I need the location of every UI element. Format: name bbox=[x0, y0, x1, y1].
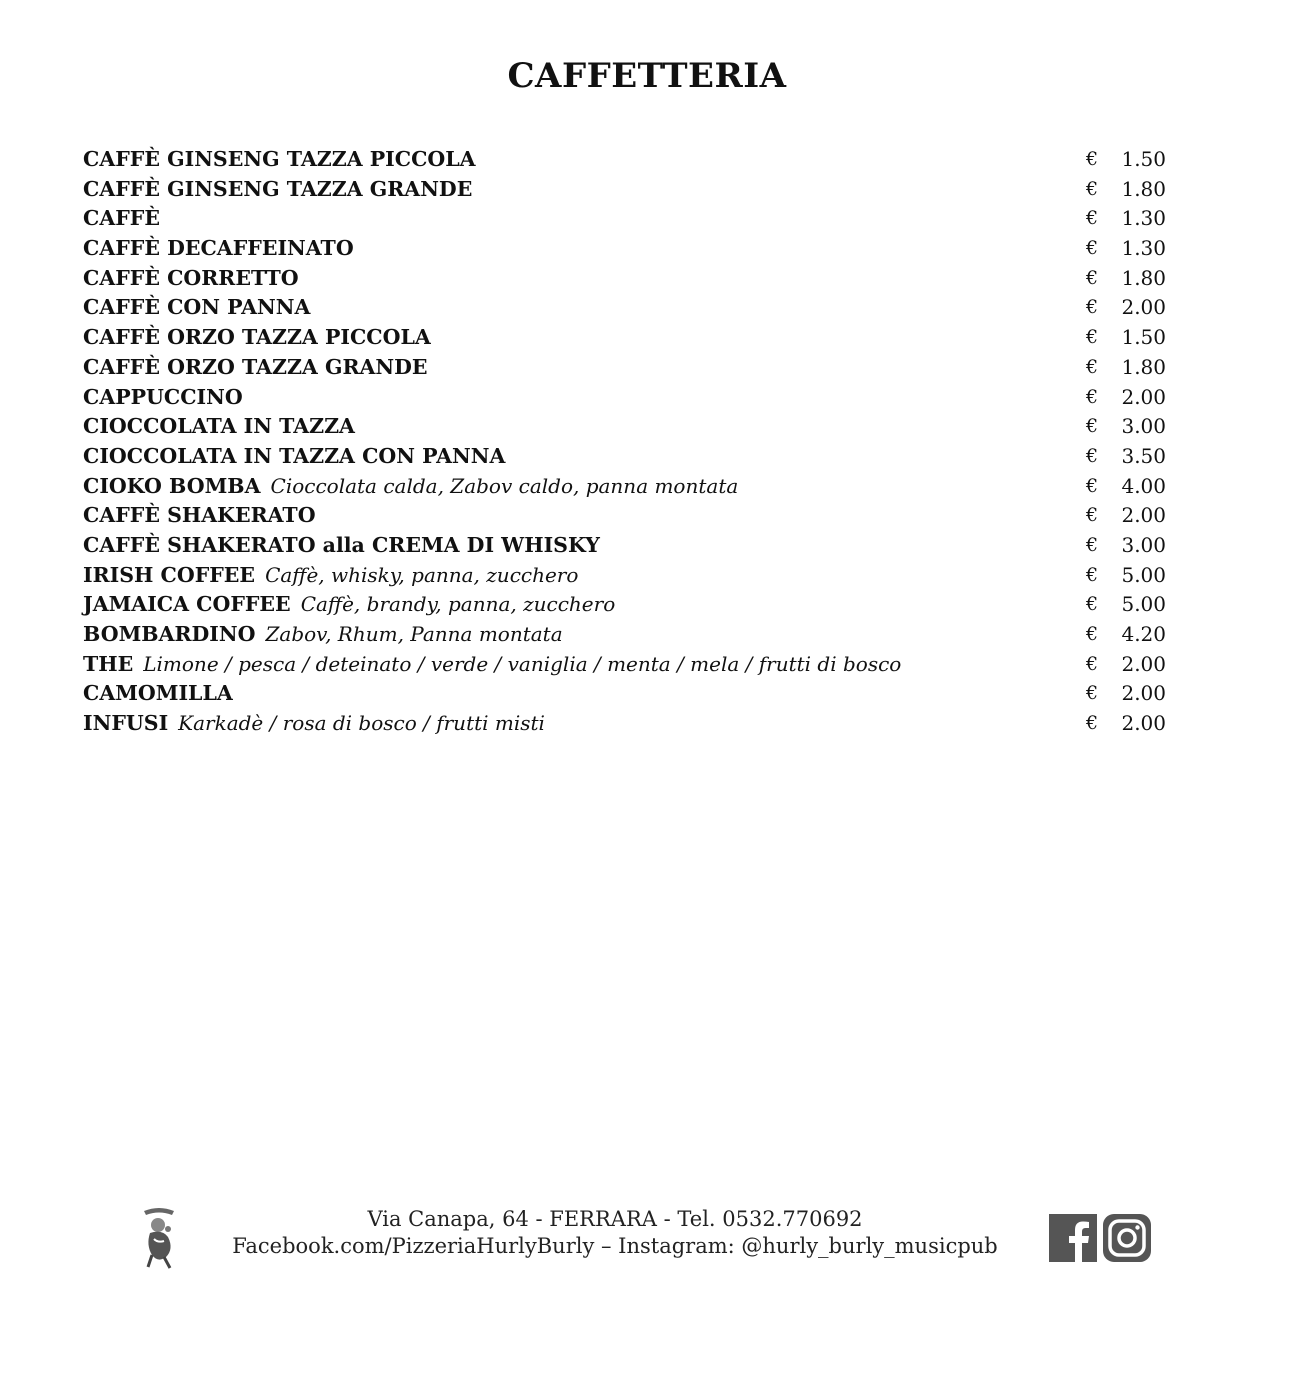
menu-item-price: 2.00 bbox=[1121, 711, 1166, 736]
menu-item-currency: € bbox=[1086, 355, 1099, 378]
menu-item-name: CAFFÈ bbox=[83, 206, 160, 231]
menu-item-name: CAFFÈ DECAFFEINATO bbox=[83, 236, 354, 261]
menu-item-name: INFUSI bbox=[83, 711, 169, 736]
menu-item-description: Caffè, whisky, panna, zucchero bbox=[265, 562, 579, 587]
menu-item-currency: € bbox=[1086, 474, 1099, 497]
menu-item-price: 2.00 bbox=[1121, 503, 1166, 528]
instagram-icon[interactable] bbox=[1103, 1214, 1151, 1262]
menu-item-price: 1.50 bbox=[1121, 325, 1166, 350]
menu-item-name: IRISH COFFEE bbox=[83, 562, 256, 587]
pub-mascot-logo bbox=[138, 1205, 180, 1271]
menu-item-currency: € bbox=[1086, 296, 1099, 319]
menu-item-price: 2.00 bbox=[1121, 651, 1166, 676]
menu-item-currency: € bbox=[1086, 593, 1099, 616]
menu-item bbox=[83, 590, 1173, 620]
menu-item-name: CIOCCOLATA IN TAZZA CON PANNA bbox=[83, 443, 506, 468]
menu-item-description: Caffè, brandy, panna, zucchero bbox=[300, 592, 616, 617]
menu-item-price: 3.00 bbox=[1121, 532, 1166, 557]
menu-item-name: CAFFÈ GINSENG TAZZA GRANDE bbox=[83, 176, 473, 201]
menu-item bbox=[83, 412, 1173, 442]
menu-item-name: JAMAICA COFFEE bbox=[83, 592, 291, 617]
menu-item bbox=[83, 204, 1173, 234]
menu-item bbox=[83, 293, 1173, 323]
footer-social-handles: Facebook.com/PizzeriaHurlyBurly – Instagram: @hurly_burly_musicpub bbox=[232, 1234, 998, 1258]
menu-item-description: Limone / pesca / deteinato / verde / vaniglia / menta / mela / frutti di bosco bbox=[143, 651, 902, 676]
menu-item bbox=[83, 353, 1173, 383]
menu-item bbox=[83, 561, 1173, 591]
menu-item-currency: € bbox=[1086, 504, 1099, 527]
menu-item bbox=[83, 323, 1173, 353]
menu-item-currency: € bbox=[1086, 682, 1099, 705]
menu-item bbox=[83, 501, 1173, 531]
menu-item-name: CAFFÈ SHAKERATO alla CREMA DI WHISKY bbox=[83, 532, 600, 557]
menu-item bbox=[83, 472, 1173, 502]
menu-item bbox=[83, 175, 1173, 205]
menu-item-currency: € bbox=[1086, 148, 1099, 170]
menu-item-price: 2.00 bbox=[1121, 681, 1166, 706]
menu-item bbox=[83, 234, 1173, 264]
menu-item-name: CIOKO BOMBA bbox=[83, 473, 261, 498]
menu-item-currency: € bbox=[1086, 533, 1099, 556]
menu-item-currency: € bbox=[1086, 652, 1099, 675]
page-title: CAFFETTERIA bbox=[507, 56, 787, 96]
menu-item-description: Cioccolata calda, Zabov caldo, panna montata bbox=[270, 473, 739, 498]
menu-item-name: THE bbox=[83, 651, 134, 676]
menu-item-name: CAFFÈ CON PANNA bbox=[83, 295, 311, 320]
menu-item-currency: € bbox=[1086, 207, 1099, 230]
menu-item-price: 2.00 bbox=[1121, 295, 1166, 320]
menu-item-price: 1.30 bbox=[1121, 206, 1166, 231]
menu-item bbox=[83, 383, 1173, 413]
menu-item-currency: € bbox=[1086, 326, 1099, 349]
menu-item-currency: € bbox=[1086, 266, 1099, 289]
menu-item-description: Zabov, Rhum, Panna montata bbox=[265, 622, 563, 646]
menu-item-name: CAFFÈ ORZO TAZZA GRANDE bbox=[83, 354, 428, 379]
menu-item-name: CIOCCOLATA IN TAZZA bbox=[83, 414, 355, 439]
menu-item-currency: € bbox=[1086, 444, 1099, 467]
menu-item-currency: € bbox=[1086, 563, 1099, 586]
menu-item bbox=[83, 679, 1173, 709]
footer-contact bbox=[200, 1206, 1030, 1260]
menu-item-currency: € bbox=[1086, 385, 1099, 408]
menu-item-price: 2.00 bbox=[1121, 384, 1166, 409]
menu-item-name: CAMOMILLA bbox=[83, 681, 233, 706]
menu-item bbox=[83, 650, 1173, 680]
footer bbox=[0, 1200, 1294, 1280]
menu-item-name: BOMBARDINO bbox=[83, 622, 256, 646]
menu-item-price: 1.80 bbox=[1121, 265, 1166, 290]
menu-item-description: Karkadè / rosa di bosco / frutti misti bbox=[178, 711, 545, 736]
menu-item-currency: € bbox=[1086, 415, 1099, 438]
menu-item-name: CAFFÈ SHAKERATO bbox=[83, 503, 316, 528]
menu-item bbox=[83, 709, 1173, 739]
menu-item bbox=[83, 620, 1173, 650]
menu-item bbox=[83, 145, 1173, 175]
menu-item-price: 5.00 bbox=[1121, 592, 1166, 617]
footer-address: Via Canapa, 64 - FERRARA - Tel. 0532.770692 bbox=[367, 1207, 863, 1231]
menu-item-price: 4.00 bbox=[1121, 473, 1166, 498]
menu-item bbox=[83, 442, 1173, 472]
menu-item bbox=[83, 531, 1173, 561]
menu-item-currency: € bbox=[1086, 237, 1099, 260]
menu-item-price: 1.80 bbox=[1121, 176, 1166, 201]
menu-item-currency: € bbox=[1086, 177, 1099, 200]
menu-item-name: CAPPUCCINO bbox=[83, 384, 243, 409]
facebook-icon[interactable] bbox=[1049, 1214, 1097, 1262]
menu-item-price: 1.50 bbox=[1121, 147, 1166, 171]
menu-list bbox=[83, 145, 1173, 739]
menu-item-price: 3.00 bbox=[1121, 414, 1166, 439]
menu-item-name: CAFFÈ ORZO TAZZA PICCOLA bbox=[83, 325, 431, 350]
menu-item-name: CAFFÈ GINSENG TAZZA PICCOLA bbox=[83, 147, 476, 171]
menu-item-currency: € bbox=[1086, 712, 1099, 735]
menu-item-price: 5.00 bbox=[1121, 562, 1166, 587]
menu-item-currency: € bbox=[1086, 623, 1099, 645]
menu-item-price: 3.50 bbox=[1121, 443, 1166, 468]
menu-item-price: 4.20 bbox=[1121, 622, 1166, 646]
menu-item bbox=[83, 264, 1173, 294]
menu-item-name: CAFFÈ CORRETTO bbox=[83, 265, 299, 290]
menu-item-price: 1.80 bbox=[1121, 354, 1166, 379]
menu-item-price: 1.30 bbox=[1121, 236, 1166, 261]
